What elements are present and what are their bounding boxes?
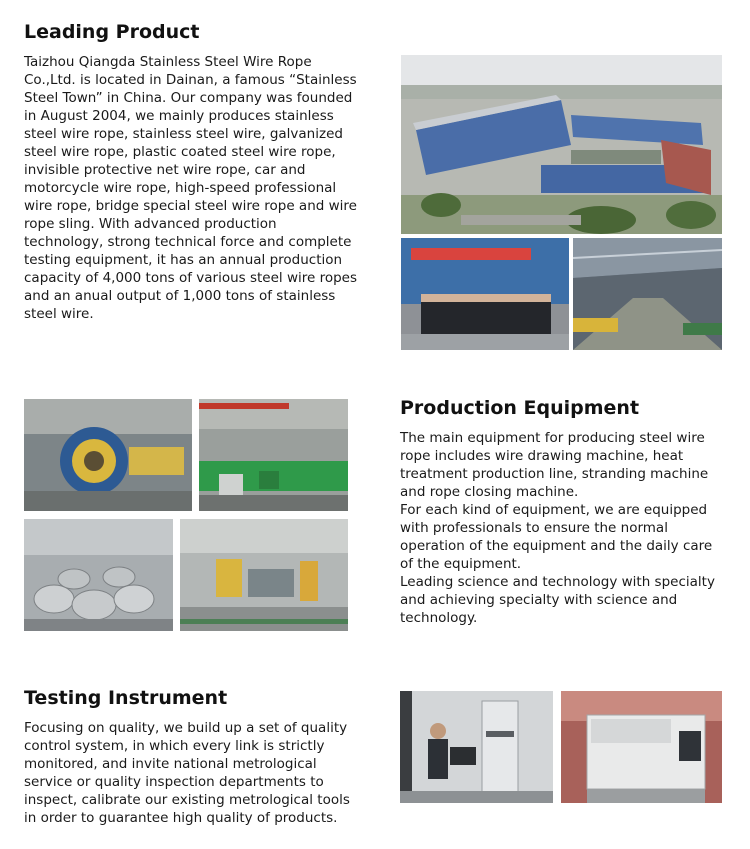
production-equipment-paragraph-1: The main equipment for producing steel wire rope includes wire drawing machine, heat treatment production line, stranding machine and rope closing machine. <box>400 430 709 500</box>
factory-aerial-photo <box>401 55 722 234</box>
rope-closing-machine-photo <box>180 519 348 631</box>
leading-product-text <box>24 53 360 323</box>
testing-instrument-paragraph: Focusing on quality, we build up a set of quality control system, in which every link is strictly monitored, and invite national metrological service or quality inspection departments to inspect, calibrate our existing metrological tools in order to guarantee high quality of products. <box>24 720 350 826</box>
production-equipment-paragraph-3: Leading science and technology with specialty and achieving specialty with science and technology. <box>400 574 715 626</box>
drawing-machine-photo <box>199 399 348 511</box>
testing-instrument-text <box>24 719 360 827</box>
leading-product-title: Leading Product <box>24 21 200 43</box>
stranding-machine-photo <box>24 399 192 511</box>
testing-instrument-title: Testing Instrument <box>24 687 228 709</box>
salt-spray-chamber-photo <box>561 691 722 803</box>
production-equipment-title: Production Equipment <box>400 397 640 419</box>
leading-product-paragraph: Taizhou Qiangda Stainless Steel Wire Rope Co.,Ltd. is located in Dainan, a famous “Stainless Steel Town” in China. Our company was founded in August 2004, we mainly produces stainless steel wire rope, stainless steel wire, galvanized steel wire rope, plastic coated steel wire rope, invisible protective net wire rope, car and motorcycle wire rope, high-speed professional wire rope, bridge special steel wire rope and wire rope sling. With advanced production technology, strong technical force and complete testing equipment, it has an annual production capacity of 4,000 tons of various steel wire ropes and an anual output of 1,000 tons of stainless steel wire. <box>24 54 358 322</box>
workshop-interior-photo <box>573 238 722 350</box>
production-equipment-text <box>400 429 724 627</box>
wire-spools-photo <box>24 519 173 631</box>
production-equipment-paragraph-2: For each kind of equipment, we are equipped with professionals to ensure the normal operation of the equipment and the daily care of the equipment. <box>400 502 713 572</box>
tensile-testing-machine-photo <box>400 691 553 803</box>
team-group-photo <box>401 238 569 350</box>
